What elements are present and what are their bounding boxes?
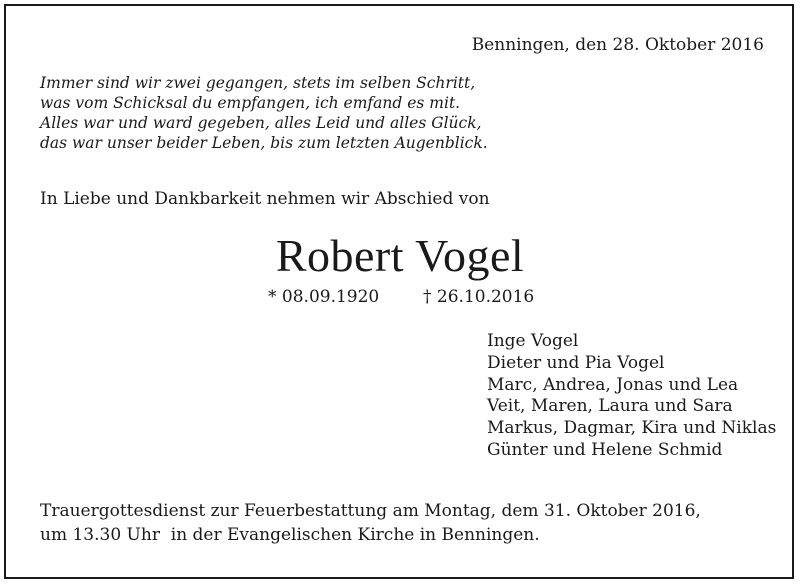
- mourner-name: Inge Vogel: [487, 331, 579, 351]
- mourner-name: Günter und Helene Schmid: [487, 439, 723, 460]
- service-line: Trauergottesdienst zur Feuerbestattung am Montag, dem 31. Oktober 2016,: [40, 501, 701, 521]
- poem-line: was vom Schicksal du empfangen, ich emfand es mit.: [40, 94, 461, 112]
- mourner-name: Veit, Maren, Laura und Sara: [487, 396, 733, 417]
- birth-date: * 08.09.1920: [268, 287, 380, 307]
- service-info: [40, 499, 701, 547]
- service-line: um 13.30 Uhr in der Evangelischen Kirche in Benningen.: [40, 525, 540, 545]
- mourners-list: [487, 331, 776, 462]
- poem-line: Alles war und ward gegeben, alles Leid und alles Glück,: [40, 114, 482, 132]
- death-date: † 26.10.2016: [423, 287, 535, 307]
- mourner-name: Markus, Dagmar, Kira und Niklas: [487, 418, 777, 439]
- place-date: Benningen, den 28. Oktober 2016: [471, 35, 764, 55]
- intro-text: In Liebe und Dankbarkeit nehmen wir Abschied von: [40, 189, 490, 209]
- poem: [40, 73, 488, 153]
- deceased-name: Robert Vogel: [275, 230, 525, 281]
- poem-line: Immer sind wir zwei gegangen, stets im selben Schritt,: [40, 74, 476, 92]
- mourner-name: Marc, Andrea, Jonas und Lea: [487, 374, 739, 395]
- mourner-name: Dieter und Pia Vogel: [487, 352, 665, 373]
- poem-line: das war unser beider Leben, bis zum letzten Augenblick.: [40, 134, 488, 152]
